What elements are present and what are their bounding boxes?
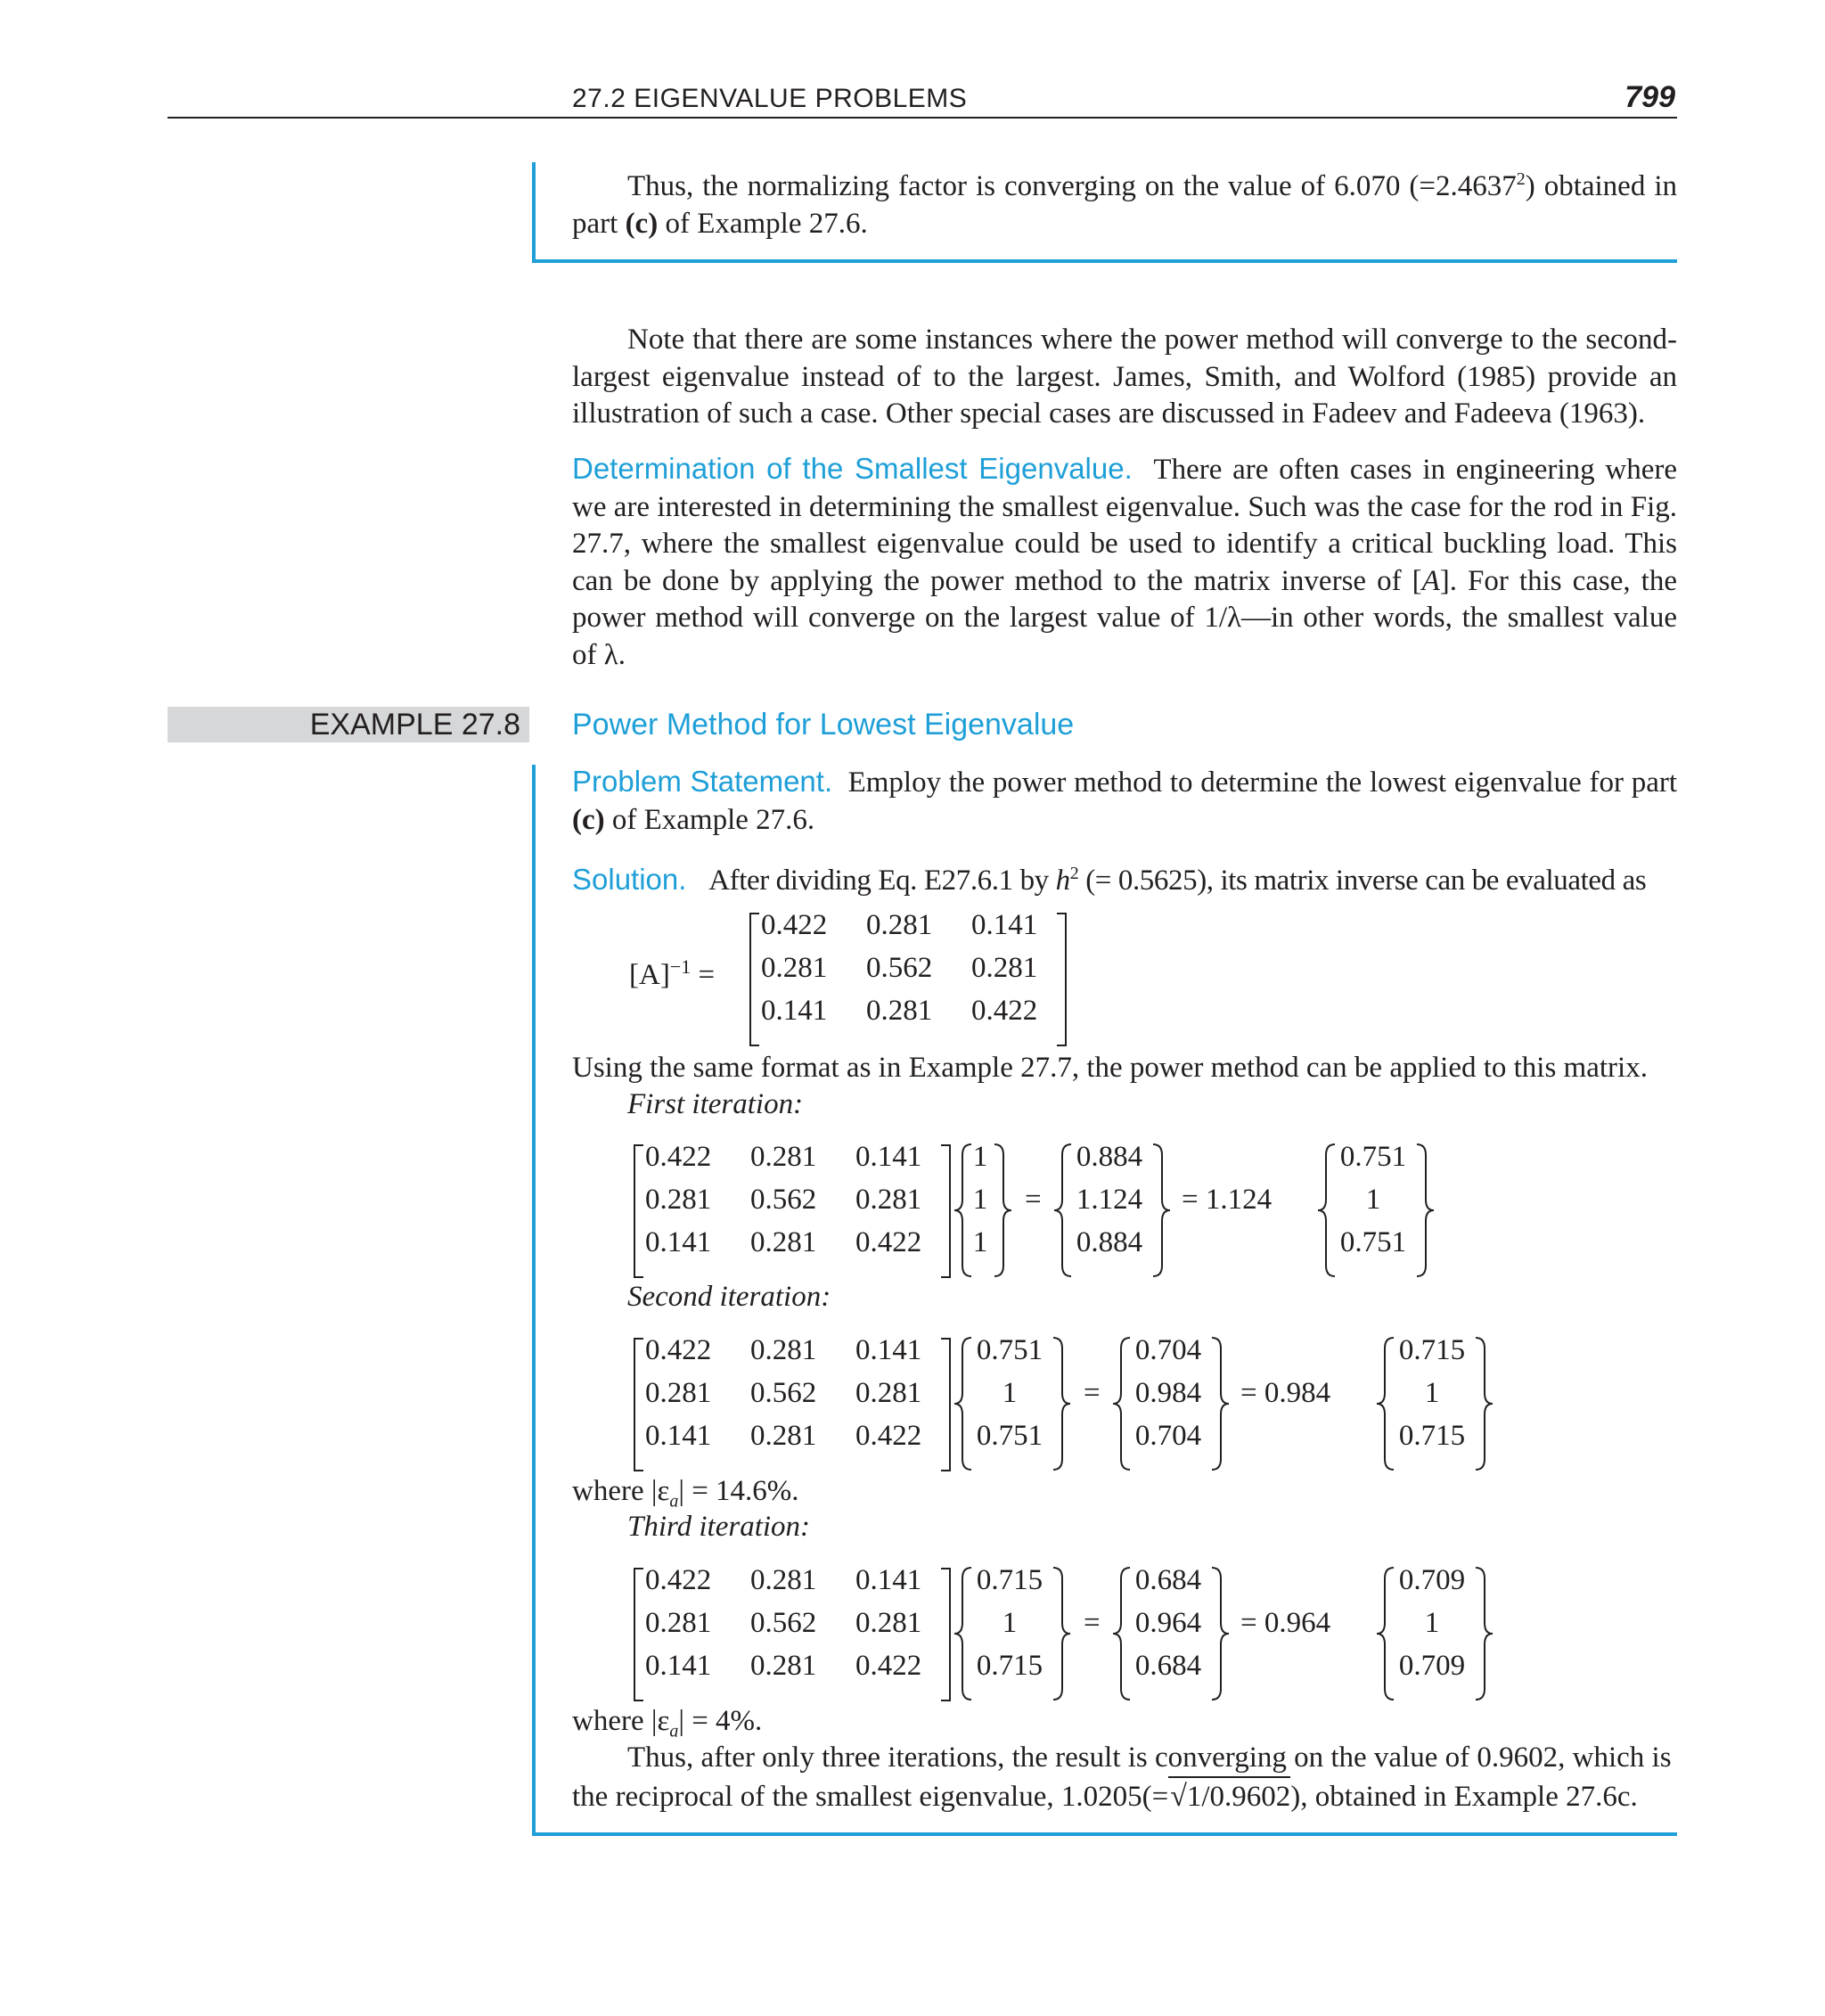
inverse-lhs: $[A]^{-1}$ = [629,955,716,991]
iter-1-x-vector-cell: 1 [972,1141,988,1173]
third-iteration-label: Third iteration: [627,1511,811,1543]
iter-2-y-vector-cell: 0.704 [1134,1420,1202,1452]
iter-3-equals: = [1084,1607,1101,1639]
iter-3-normalized-vector-cell: 0.709 [1398,1564,1466,1596]
inverse-matrix-cell: 0.422 [971,995,1038,1027]
iter-3-matrix-cell: 0.562 [750,1607,817,1639]
example-label: EXAMPLE 27.8 [168,707,529,742]
iter-3-x-vector-cell: 1 [1002,1607,1018,1639]
iter-1-x-vector-cell: 1 [972,1184,988,1216]
iter-1-y-vector-cell: 0.884 [1076,1141,1143,1173]
running-head: 27.2 EIGENVALUE PROBLEMS [572,84,968,113]
iter-2-matrix-cell: 0.141 [645,1420,712,1452]
iter-1-normalized-vector-cell: 0.751 [1339,1141,1407,1173]
iter-3-x-vector-right-brace [1050,1566,1073,1701]
iter-2-x-vector-cell: 0.751 [976,1420,1043,1452]
section-heading: Determination of the Smallest Eigenvalue. [572,452,1133,485]
iter-1-y-vector-cell: 0.884 [1076,1226,1143,1258]
iter-1-x-vector-cell: 1 [972,1226,988,1258]
header-rule [168,117,1677,119]
iter-3-eigenvalue: = 0.964 [1240,1607,1331,1639]
iter-3-matrix-left-bracket [633,1568,645,1701]
iter-2-y-vector-cell: 0.704 [1134,1334,1202,1366]
iter-3-y-vector-cell: 0.684 [1134,1650,1202,1682]
iter-3-x-vector-cell: 0.715 [976,1564,1043,1596]
iter-1-y-vector-cell: 1.124 [1076,1184,1143,1216]
inverse-matrix-cell: 0.281 [971,952,1038,984]
iter-3-matrix-cell: 0.422 [645,1564,712,1596]
iter-2-matrix-cell: 0.281 [855,1377,922,1409]
iter-2-matrix-cell: 0.422 [645,1334,712,1366]
top-block-text: Thus, the normalizing factor is converging on the value of 6.070 $(=2.4637^2)$ obtained in part (c) of Example 27.6. [572,169,1677,240]
iter-1-matrix-cell: 0.281 [855,1184,922,1216]
where-error-1: where $|\varepsilon_a| = 14.6\%$. [572,1475,799,1512]
iter-1-matrix-cell: 0.141 [645,1226,712,1258]
iter-2-x-vector-cell: 0.751 [976,1334,1043,1366]
final-text-line1: Thus, after only three iterations, the result is converging on the value of 0.9602, which is [627,1741,1672,1774]
iter-1-normalized-vector-cell: 1 [1365,1184,1381,1216]
iter-3-normalized-vector-cell: 1 [1424,1607,1440,1639]
iter-2-eigenvalue: = 0.984 [1240,1377,1331,1409]
iter-3-x-vector-cell: 0.715 [976,1650,1043,1682]
iter-2-matrix-cell: 0.281 [750,1420,817,1452]
iter-1-eigenvalue: = 1.124 [1182,1184,1273,1216]
inverse-matrix-left-bracket [749,913,761,1046]
inverse-matrix-cell: 0.281 [866,909,933,941]
iter-2-equals: = [1084,1377,1101,1409]
iter-2-matrix-cell: 0.281 [750,1334,817,1366]
iter-1-matrix-cell: 0.141 [855,1141,922,1173]
iter-1-matrix-right-bracket [939,1144,952,1278]
iter-3-matrix-right-bracket [939,1568,952,1701]
iter-3-matrix-cell: 0.141 [855,1564,922,1596]
iter-2-y-vector-cell: 0.984 [1134,1377,1202,1409]
iter-2-matrix-right-bracket [939,1338,952,1471]
iter-1-matrix-cell: 0.281 [750,1226,817,1258]
example-title: Power Method for Lowest Eigenvalue [572,708,1075,742]
iter-1-y-vector-right-brace [1150,1143,1173,1278]
inverse-matrix-cell: 0.562 [866,952,933,984]
inverse-matrix-cell: 0.141 [971,909,1038,941]
iter-3-y-vector-right-brace [1208,1566,1232,1701]
iter-1-normalized-vector-cell: 0.751 [1339,1226,1407,1258]
iter-2-normalized-vector-cell: 0.715 [1398,1334,1466,1366]
iter-3-y-vector-cell: 0.684 [1134,1564,1202,1596]
inverse-matrix-cell: 0.281 [761,952,828,984]
paragraph-smallest-eigenvalue: Determination of the Smallest Eigenvalue. There are often cases in engineering where we are interested in determining the smallest eigenvalue. Such was the case for the rod in Fig. 27.7, where the smallest eigenvalue could be used to identify a critical buckling load. This can be done by applying the power method to the matrix inverse of [A]. For this case, the power method will converge on the largest value of 1/λ—in other words, the smallest value of λ. [572,452,1678,671]
using-format-text: Using the same format as in Example 27.7, the power method can be applied to this matrix. [572,1052,1648,1084]
iter-2-matrix-cell: 0.562 [750,1377,817,1409]
iter-1-x-vector-right-brace [991,1143,1014,1278]
inverse-matrix-cell: 0.281 [866,995,933,1027]
where-error-2: where $|\varepsilon_a| = 4\%$. [572,1705,763,1741]
iter-2-x-vector-right-brace [1050,1336,1073,1471]
final-text-line2: the reciprocal of the smallest eigenvalue, 1.0205(=√1/0.9602), obtained in Example 27.6c. [572,1776,1695,1816]
iter-2-matrix-cell: 0.141 [855,1334,922,1366]
page-number: 799 [1624,80,1675,114]
iter-3-y-vector-cell: 0.964 [1134,1607,1202,1639]
iter-2-x-vector-cell: 1 [1002,1377,1018,1409]
iter-1-matrix-left-bracket [633,1144,645,1278]
iter-3-matrix-cell: 0.281 [855,1607,922,1639]
solution-line: Solution. After dividing Eq. E27.6.1 by $h^2$ (= 0.5625), its matrix inverse can be evaluated as [572,863,1647,897]
iter-2-normalized-vector-right-brace [1472,1336,1495,1471]
iter-1-matrix-cell: 0.422 [645,1141,712,1173]
first-iteration-label: First iteration: [627,1088,804,1120]
inverse-matrix-cell: 0.422 [761,909,828,941]
iter-1-matrix-cell: 0.281 [750,1141,817,1173]
iter-3-matrix-cell: 0.281 [645,1607,712,1639]
iter-3-matrix-cell: 0.141 [645,1650,712,1682]
iter-3-matrix-cell: 0.281 [750,1564,817,1596]
iter-2-matrix-cell: 0.281 [645,1377,712,1409]
iter-1-matrix-cell: 0.422 [855,1226,922,1258]
paragraph-power-method-note: Note that there are some instances where the power method will converge to the second-largest eigenvalue instead of to the largest. James, Smith, and Wolford (1985) provide an illustration of such a case. Other special cases are discussed in Fadeev and Fadeeva (1963). [572,324,1677,430]
iter-2-matrix-left-bracket [633,1338,645,1471]
iter-3-normalized-vector-right-brace [1472,1566,1495,1701]
iter-2-normalized-vector-cell: 1 [1424,1377,1440,1409]
inverse-matrix-right-bracket [1055,913,1068,1046]
iter-3-normalized-vector-cell: 0.709 [1398,1650,1466,1682]
iter-1-equals: = [1025,1184,1042,1216]
second-iteration-label: Second iteration: [627,1281,831,1313]
problem-statement: Problem Statement. Employ the power method to determine the lowest eigenvalue for part (c) of Example 27.6. [572,765,1678,836]
iter-2-y-vector-right-brace [1208,1336,1232,1471]
iter-1-matrix-cell: 0.562 [750,1184,817,1216]
top-block-bar [532,162,536,263]
example-rule [532,1832,1677,1836]
example-bar [532,765,536,1836]
iter-1-matrix-cell: 0.281 [645,1184,712,1216]
iter-2-matrix-cell: 0.422 [855,1420,922,1452]
top-block-rule [532,259,1677,263]
inverse-matrix-cell: 0.141 [761,995,828,1027]
iter-3-matrix-cell: 0.281 [750,1650,817,1682]
iter-1-normalized-vector-right-brace [1413,1143,1436,1278]
iter-3-matrix-cell: 0.422 [855,1650,922,1682]
iter-2-normalized-vector-cell: 0.715 [1398,1420,1466,1452]
